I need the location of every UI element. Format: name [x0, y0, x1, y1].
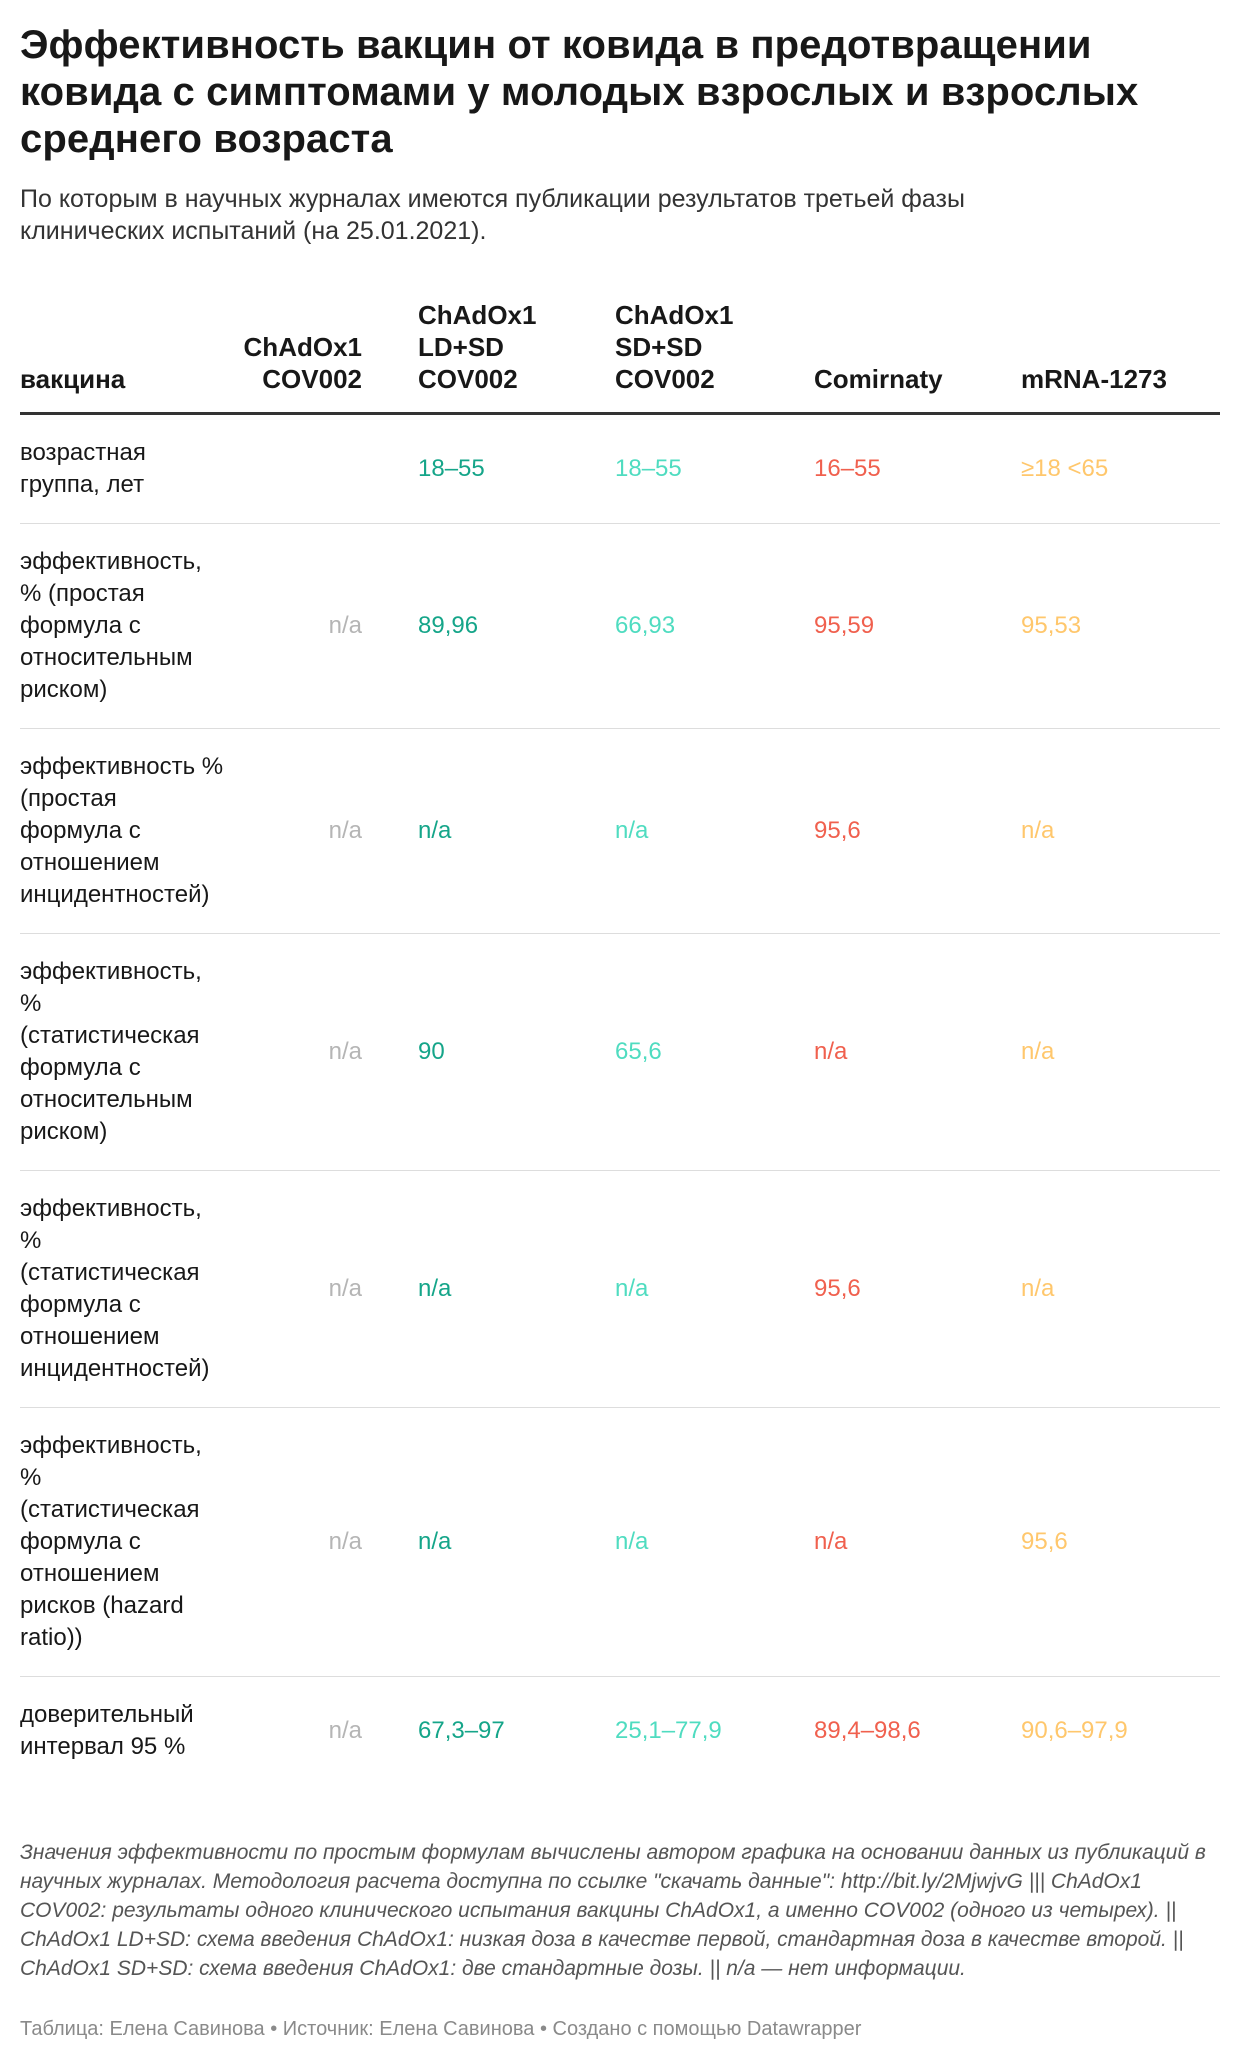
- table-cell: 16–55: [784, 414, 991, 524]
- column-header: mRNA-1273: [991, 299, 1220, 414]
- table-cell: 89,4–98,6: [814, 1717, 921, 1744]
- table-cell: 95,59: [784, 524, 991, 729]
- table-cell: n/a: [585, 1171, 784, 1408]
- table-row: [20, 524, 1220, 729]
- table-cell: n/a: [235, 1171, 388, 1408]
- table-cell: ≥18 <65: [991, 414, 1220, 524]
- table-cell: 95,6: [784, 1171, 991, 1408]
- table-cell: 89,96: [388, 524, 585, 729]
- column-header: ChAdOx1 COV002: [235, 299, 388, 414]
- table-cell: n/a: [991, 729, 1220, 934]
- table-cell: n/a: [388, 1408, 585, 1677]
- row-label: эффективность, % (простая формула с относительным риском): [20, 524, 235, 729]
- table-cell: n/a: [991, 1171, 1220, 1408]
- table-cell: n/a: [235, 1408, 388, 1677]
- table-cell: n/a: [991, 934, 1220, 1171]
- table-cell: 95,53: [991, 524, 1220, 729]
- column-header: Comirnaty: [784, 299, 991, 414]
- chart-notes: Значения эффективности по простым формулам вычислены автором графика на основании данных из публикаций в научных журналах. Методология расчета доступна по ссылке "скачать данные": http://bit.ly/2MjwjvG ||| ChAdOx1 COV002: результаты одного клинического испытания вакцины ChAdOx1, а именно COV002 (одного из четырех). || ChAdOx1 LD+SD: схема введения ChAdOx1: низкая доза в качестве первой, стандартная доза в качестве второй. || ChAdOx1 SD+SD: схема введения ChAdOx1: две стандартные дозы. || n/a — нет информации.: [20, 1841, 1206, 1980]
- table-cell: 65,6: [585, 934, 784, 1171]
- table-cell: n/a: [235, 524, 388, 729]
- table-cell: 95,6: [784, 729, 991, 934]
- table-cell: n/a: [328, 1717, 362, 1744]
- table-cell: n/a: [784, 934, 991, 1171]
- table-header-row: [20, 299, 1220, 414]
- chart-subtitle: По которым в научных журналах имеются публикации результатов третьей фазы клинических испытаний (на 25.01.2021).: [20, 185, 965, 245]
- table-cell: n/a: [585, 729, 784, 934]
- table-cell: 18–55: [388, 414, 585, 524]
- table-row: [20, 729, 1220, 934]
- row-label: доверительный интервал 95 %: [20, 1701, 194, 1760]
- table-cell: n/a: [235, 729, 388, 934]
- row-label: эффективность % (простая формула с отношением инцидентностей): [20, 729, 235, 934]
- column-header: вакцина: [20, 299, 235, 414]
- table-cell: 90,6–97,9: [1021, 1717, 1128, 1744]
- table-cell: 90: [388, 934, 585, 1171]
- chart-footer: Таблица: Елена Савинова • Источник: Елена Савинова • Создано с помощью Datawrapper: [20, 2018, 862, 2040]
- table-cell: 67,3–97: [418, 1717, 505, 1744]
- table-cell: n/a: [235, 934, 388, 1171]
- row-label: эффективность, % (статистическая формула с относительным риском): [20, 934, 235, 1171]
- row-label: эффективность, % (статистическая формула с отношением инцидентностей): [20, 1171, 235, 1408]
- table-cell: 18–55: [585, 414, 784, 524]
- table-cell: n/a: [784, 1408, 991, 1677]
- table-cell: n/a: [388, 729, 585, 934]
- table-row: [20, 1677, 1220, 1786]
- table-cell: n/a: [388, 1171, 585, 1408]
- chart-title: Эффективность вакцин от ковида в предотвращении ковида с симптомами у молодых взрослых и взрослых среднего возраста: [20, 23, 1139, 161]
- column-header: ChAdOx1 LD+SD COV002: [388, 299, 585, 414]
- table-cell: 95,6: [991, 1408, 1220, 1677]
- vaccine-table: [20, 299, 1220, 1785]
- table-cell: n/a: [585, 1408, 784, 1677]
- row-label: возрастная группа, лет: [20, 414, 235, 524]
- column-header: ChAdOx1 SD+SD COV002: [585, 299, 784, 414]
- table-cell: [235, 414, 388, 524]
- table-row: [20, 1171, 1220, 1408]
- table-body: [20, 414, 1220, 1786]
- table-cell: 25,1–77,9: [615, 1717, 722, 1744]
- row-label: эффективность, % (статистическая формула с отношением рисков (hazard ratio)): [20, 1408, 235, 1677]
- table-row: [20, 1408, 1220, 1677]
- table-cell: 66,93: [585, 524, 784, 729]
- table-row: [20, 414, 1220, 524]
- table-row: [20, 934, 1220, 1171]
